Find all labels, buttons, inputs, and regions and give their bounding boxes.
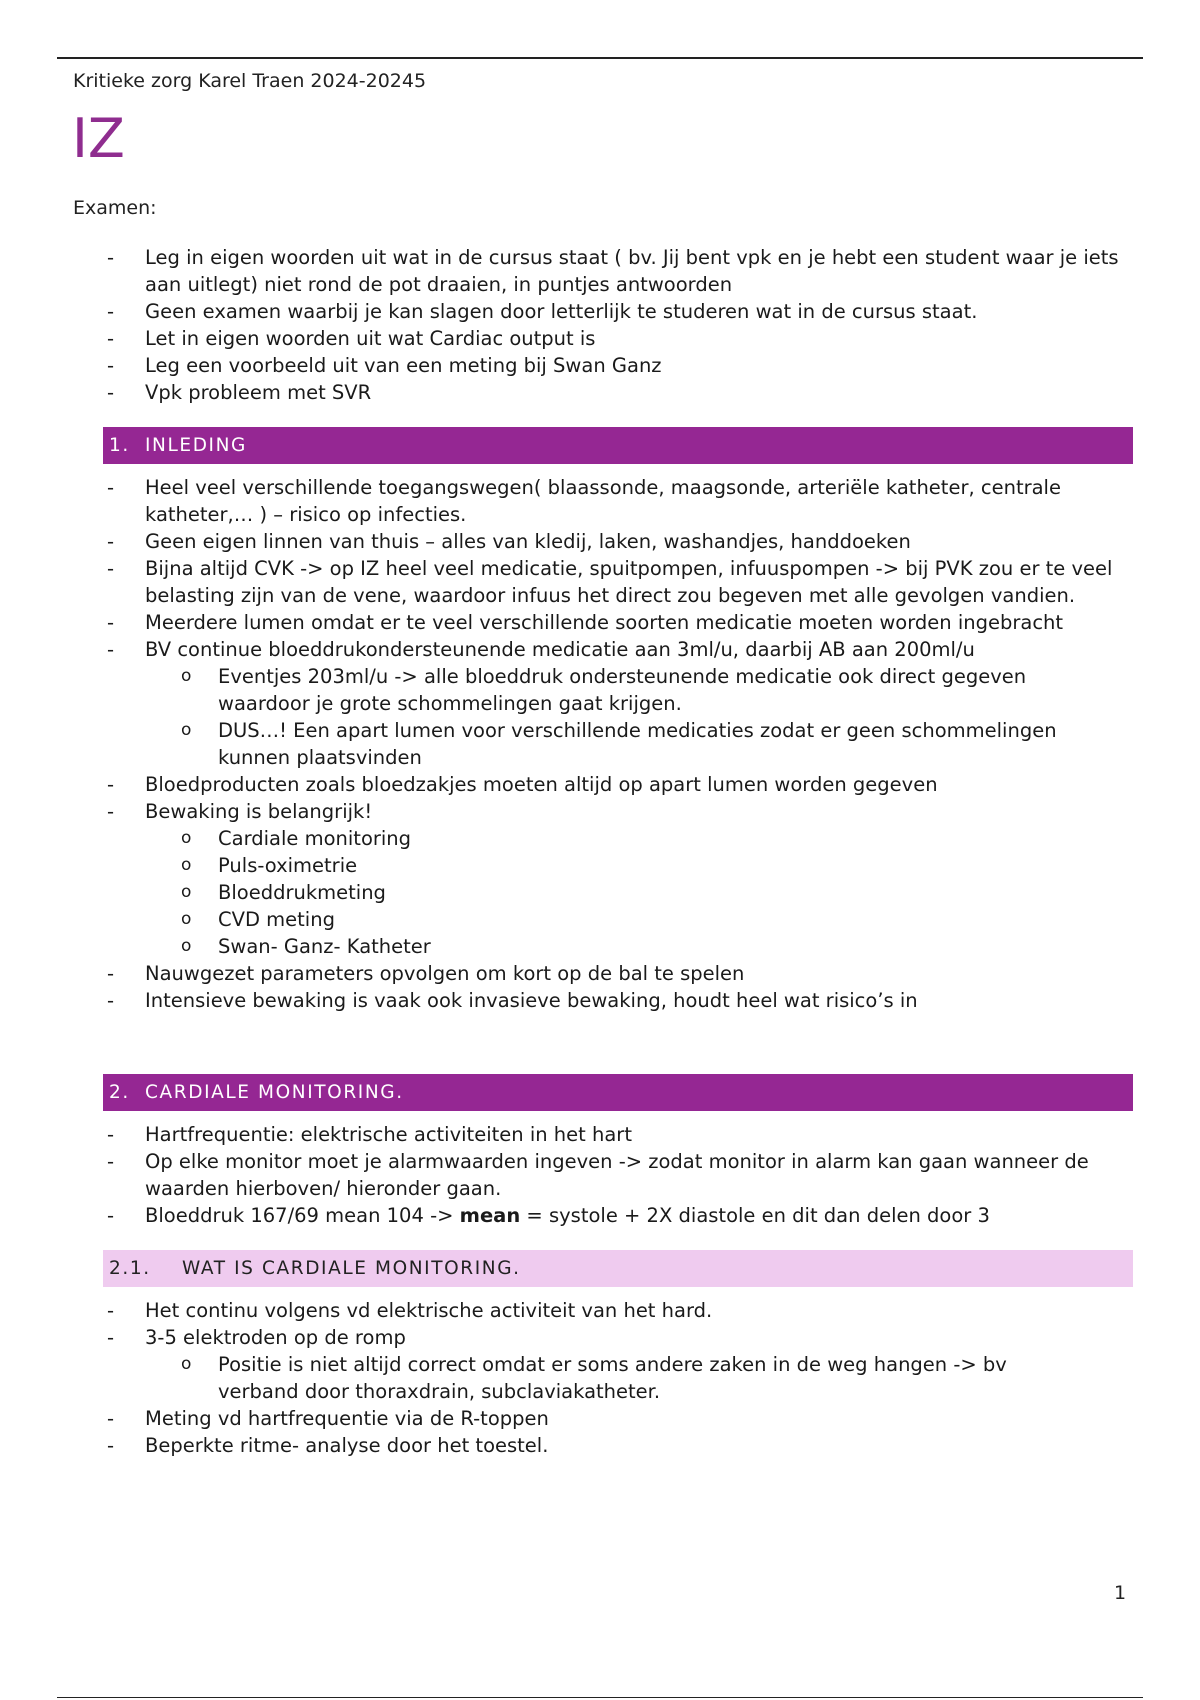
section-heading-cardiale-monitoring: 2. CARDIALE MONITORING.: [103, 1074, 1133, 1111]
list-item: - Heel veel verschillende toegangswegen( blaassonde, maagsonde, arteriële katheter, centrale katheter,… ) – risico op infecties.: [107, 476, 1061, 526]
list-item: - Meerdere lumen omdat er te veel verschillende soorten medicatie moeten worden ingebracht: [107, 611, 1064, 634]
exam-list-block: [0, 244, 1200, 406]
list-item: - Geen eigen linnen van thuis – alles van kledij, laken, washandjes, handdoeken: [107, 530, 911, 553]
list-item: - Op elke monitor moet je alarmwaarden ingeven -> zodat monitor in alarm kan gaan wanneer de waarden hierboven/ hieronder gaan.: [107, 1150, 1089, 1200]
subsection-heading-wat-is-cardiale-monitoring: 2.1. WAT IS CARDIALE MONITORING.: [103, 1250, 1133, 1287]
sublist-item: o Cardiale monitoring: [181, 827, 412, 850]
section-heading-inleiding: 1. INLEDING: [103, 427, 1133, 464]
sublist-item: o DUS…! Een apart lumen voor verschillende medicaties zodat er geen schommelingen kunnen plaatsvinden: [181, 719, 1057, 769]
sublist: [145, 663, 1130, 771]
sublist-item: o Bloeddrukmeting: [181, 881, 386, 904]
sublist-item: o Positie is niet altijd correct omdat er soms andere zaken in de weg hangen -> bv verband door thoraxdrain, subclaviakatheter.: [181, 1353, 1007, 1403]
sublist-item: o Eventjes 203ml/u -> alle bloeddruk ondersteunende medicatie ook direct gegeven waardoor je grote schommelingen gaat krijgen.: [181, 665, 1027, 715]
list-item: - BV continue bloeddrukondersteunende medicatie aan 3ml/u, daarbij AB aan 200ml/u o Eventjes 203ml/u -> alle bloeddruk ondersteunende medicatie ook direct gegeven waardoor je grote schommelingen gaat krijgen. o DUS…! Een apart lumen voor verschillende medicaties zodat er geen schommelingen kunnen plaatsvinden: [0, 636, 1200, 771]
exam-label: Examen:: [73, 197, 157, 219]
header-rule: [57, 57, 1143, 59]
list-item: - Het continu volgens vd elektrische activiteit van het hard.: [107, 1299, 713, 1322]
section2-list: [0, 1121, 1200, 1229]
page-number: 1: [1114, 1582, 1127, 1604]
list-item: - Bijna altijd CVK -> op IZ heel veel medicatie, spuitpompen, infuuspompen -> bij PVK zou er te veel belasting zijn van de vene, waardoor infuus het direct zou begeven met alle gevolgen vandien.: [107, 557, 1113, 607]
section1-list: [0, 474, 1200, 1014]
list-item: - Hartfrequentie: elektrische activiteiten in het hart: [107, 1123, 632, 1146]
list-item: - Bloedproducten zoals bloedzakjes moeten altijd op apart lumen worden gegeven: [107, 773, 938, 796]
list-item: - Vpk probleem met SVR: [107, 381, 372, 404]
list-item: - Nauwgezet parameters opvolgen om kort op de bal te spelen: [107, 962, 745, 985]
sublist-item: o Swan- Ganz- Katheter: [181, 935, 431, 958]
list-item: - Bloeddruk 167/69 mean 104 -> mean = systole + 2X diastole en dit dan delen door 3: [107, 1204, 990, 1227]
footer-rule: [57, 1697, 1143, 1698]
list-item: - Intensieve bewaking is vaak ook invasieve bewaking, houdt heel wat risico’s in: [107, 989, 918, 1012]
document-title: IZ: [72, 107, 125, 170]
sublist: [145, 825, 1130, 960]
list-item: - Leg een voorbeeld uit van een meting bij Swan Ganz: [107, 354, 662, 377]
sublist-item: o Puls-oximetrie: [181, 854, 358, 877]
sublist-item: o CVD meting: [181, 908, 335, 931]
section21-list: [0, 1297, 1200, 1459]
running-header: Kritieke zorg Karel Traen 2024-20245: [73, 70, 427, 92]
list-item: - 3-5 elektroden op de romp o Positie is niet altijd correct omdat er soms andere zaken in de weg hangen -> bv verband door thoraxdrain, subclaviakatheter.: [0, 1324, 1200, 1405]
list-item: - Let in eigen woorden uit wat Cardiac output is: [107, 327, 596, 350]
sublist: [145, 1351, 1130, 1405]
list-item: - Beperkte ritme- analyse door het toestel.: [107, 1434, 549, 1457]
list-item: - Meting vd hartfrequentie via de R-toppen: [107, 1407, 549, 1430]
list-item: - Geen examen waarbij je kan slagen door letterlijk te studeren wat in de cursus staat.: [107, 300, 978, 323]
exam-list: [0, 244, 1200, 406]
bold-term: mean: [459, 1204, 521, 1227]
list-item: - Leg in eigen woorden uit wat in de cursus staat ( bv. Jij bent vpk en je hebt een student waar je iets aan uitlegt) niet rond de pot draaien, in puntjes antwoorden: [107, 246, 1119, 296]
section21-content: [0, 1297, 1200, 1459]
section1-content: [0, 474, 1200, 1014]
list-item: - Bewaking is belangrijk! o Cardiale monitoring o Puls-oximetrie o Bloeddrukmeting o CVD meting o Swan- Ganz- Katheter: [0, 798, 1200, 960]
section2-content: [0, 1121, 1200, 1229]
